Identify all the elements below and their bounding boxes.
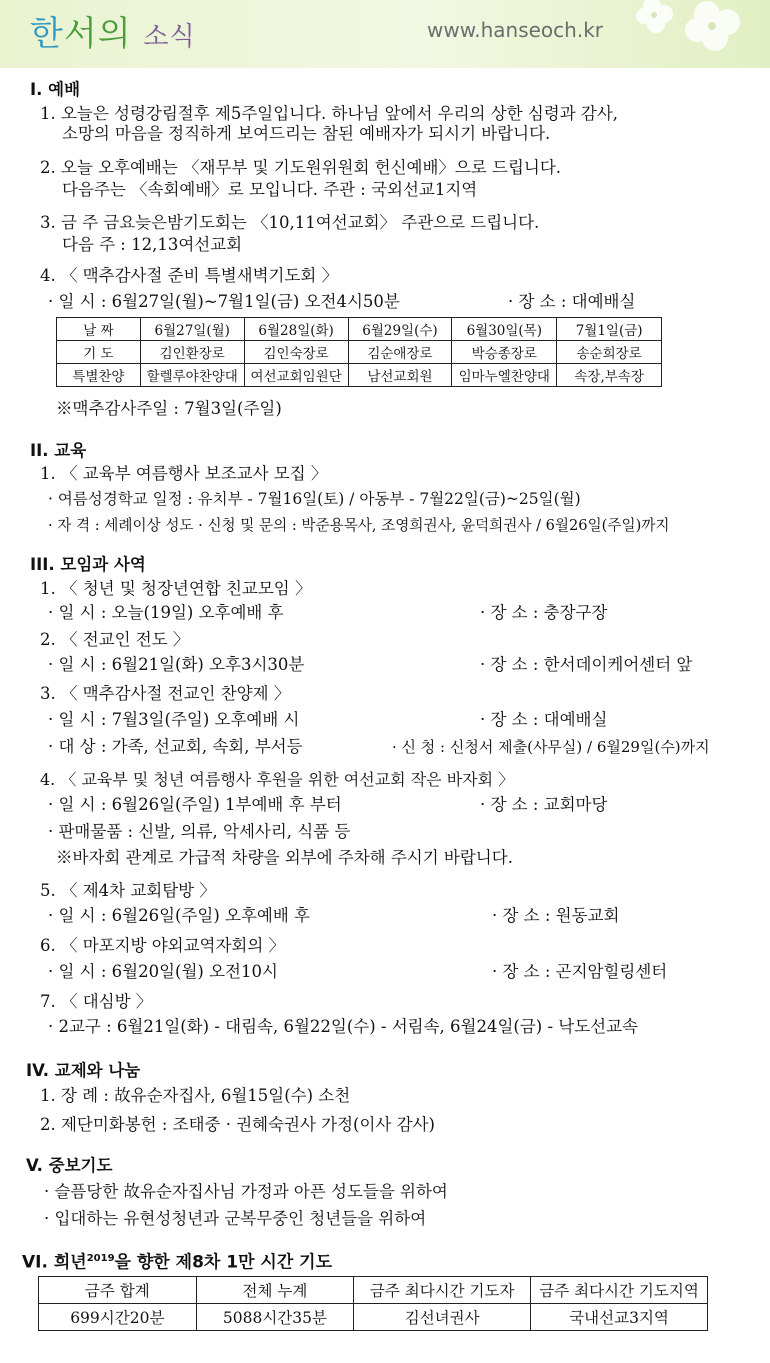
intercession-item-1: · 슬픔당한 故유순자집사님 가정과 아픈 성도들을 위하여 <box>44 1182 448 1201</box>
fellowship-item-1: 1. 장 례 : 故유순자집사, 6월15일(수) 소천 <box>40 1086 351 1105</box>
table-cell: 기 도 <box>57 341 141 364</box>
worship-item-4: 4. 〈 맥추감사절 준비 특별새벽기도회 〉 <box>40 266 339 285</box>
meeting-4-time: · 일 시 : 6월26일(주일) 1부예배 후 부터 <box>48 795 342 814</box>
meeting-2-place: · 장 소 : 한서데이케어센터 앞 <box>480 655 693 674</box>
table-cell: 금주 합계 <box>39 1277 197 1304</box>
meeting-item-7: 7. 〈 대심방 〉 <box>40 992 153 1011</box>
newsletter-title <box>30 6 196 55</box>
worship-item-3a: 3. 금 주 금요늦은밤기도회는 〈10,11여선교회〉 주관으로 드립니다. <box>40 213 540 232</box>
meeting-item-1: 1. 〈 청년 및 청장년연합 친교모임 〉 <box>40 579 312 598</box>
meeting-item-5: 5. 〈 제4차 교회탐방 〉 <box>40 881 216 900</box>
thanksgiving-note: ※맥추감사주일 : 7월3일(주일) <box>56 399 282 418</box>
table-cell: 박승종장로 <box>452 341 557 364</box>
meeting-5-place: · 장 소 : 원동교회 <box>492 906 620 925</box>
worship-item-2b: 다음주는 〈속회예배〉로 모입니다. 주관 : 국외선교1지역 <box>62 180 478 199</box>
table-cell: 5088시간35분 <box>196 1304 354 1331</box>
prayer-hours-table <box>38 1276 708 1331</box>
meeting-5-time: · 일 시 : 6월26일(주일) 오후예배 후 <box>48 906 310 925</box>
clover-decoration-icon <box>612 0 752 68</box>
table-cell: 6월30일(목) <box>452 318 557 341</box>
table-cell: 날 짜 <box>57 318 141 341</box>
table-row <box>39 1277 708 1304</box>
meeting-4-items: · 판매물품 : 신발, 의류, 악세사리, 식품 등 <box>48 822 351 841</box>
education-schedule: · 여름성경학교 일정 : 유치부 - 7월16일(토) / 아동부 - 7월22일(금)~25일(월) <box>48 490 581 508</box>
meeting-6-place: · 장 소 : 곤지암힐링센터 <box>492 962 668 981</box>
meeting-1-place: · 장 소 : 충장구장 <box>480 603 608 622</box>
education-qualification: · 자 격 : 세례이상 성도 · 신청 및 문의 : 박준용목사, 조영희권사, 윤덕희권사 / 6월26일(주일)까지 <box>48 517 670 534</box>
title-part-sosik: 소식 <box>143 22 196 52</box>
website-url[interactable]: www.hanseoch.kr <box>427 18 603 42</box>
meeting-item-3: 3. 〈 맥추감사절 전교인 찬양제 〉 <box>40 684 291 703</box>
table-cell: 전체 누계 <box>196 1277 354 1304</box>
section-title-fellowship: IV. 교제와 나눔 <box>26 1061 141 1080</box>
table-cell: 6월27일(월) <box>140 318 244 341</box>
dawn-prayer-time: · 일 시 : 6월27일(월)~7월1일(금) 오전4시50분 <box>48 292 400 311</box>
section-title-prayer-hours <box>22 1249 332 1273</box>
prayer-title-part-b: 을 향한 제8차 1만 시간 기도 <box>114 1252 333 1273</box>
table-cell: 699시간20분 <box>39 1304 197 1331</box>
table-cell: 특별찬양 <box>57 364 141 387</box>
table-row <box>39 1304 708 1331</box>
table-cell: 김선녀권사 <box>354 1304 531 1331</box>
table-row <box>57 364 662 387</box>
prayer-title-part-a: VI. 희년 <box>22 1252 87 1273</box>
meeting-3-target: · 대 상 : 가족, 선교회, 속회, 부서등 <box>48 737 303 756</box>
meeting-4-place: · 장 소 : 교회마당 <box>480 795 608 814</box>
table-cell: 국내선교3지역 <box>531 1304 708 1331</box>
section-title-meetings: III. 모임과 사역 <box>30 555 146 574</box>
section-title-education: II. 교육 <box>30 441 87 460</box>
table-cell: 금주 최다시간 기도자 <box>354 1277 531 1304</box>
meeting-3-apply: · 신 청 : 신청서 제출(사무실) / 6월29일(수)까지 <box>392 738 710 756</box>
title-part-han: 한 <box>30 14 64 54</box>
meeting-6-time: · 일 시 : 6월20일(월) 오전10시 <box>48 962 278 981</box>
intercession-item-2: · 입대하는 유현성청년과 군복무중인 청년들을 위하여 <box>44 1209 427 1228</box>
prayer-title-year: 2019 <box>86 1253 115 1264</box>
table-cell: 6월29일(수) <box>348 318 452 341</box>
worship-item-2a: 2. 오늘 오후예배는 〈재무부 및 기도원위원회 헌신예배〉으로 드립니다. <box>40 158 562 177</box>
section-title-worship: I. 예배 <box>30 80 81 99</box>
table-cell: 김인환장로 <box>140 341 244 364</box>
title-part-seo: 서의 <box>63 14 132 54</box>
meeting-1-time: · 일 시 : 오늘(19일) 오후예배 후 <box>48 603 284 622</box>
meeting-4-note: ※바자회 관계로 가급적 차량을 외부에 주차해 주시기 바랍니다. <box>56 848 513 867</box>
worship-item-1a: 1. 오늘은 성령강림절후 제5주일입니다. 하나님 앞에서 우리의 상한 심령과 감사, <box>40 104 619 123</box>
dawn-prayer-table <box>56 317 662 387</box>
table-row <box>57 341 662 364</box>
table-cell: 여선교회임원단 <box>244 364 348 387</box>
meeting-item-4: 4. 〈 교육부 및 청년 여름행사 후원을 위한 여선교회 작은 바자회 〉 <box>40 770 515 789</box>
worship-item-1b: 소망의 마음을 정직하게 보여드리는 참된 예배자가 되시기 바랍니다. <box>62 124 551 143</box>
table-cell: 속장,부속장 <box>557 364 662 387</box>
table-cell: 6월28일(화) <box>244 318 348 341</box>
table-cell: 금주 최다시간 기도지역 <box>531 1277 708 1304</box>
education-item-1: 1. 〈 교육부 여름행사 보조교사 모집 〉 <box>40 464 328 483</box>
meeting-7-visit: · 2교구 : 6월21일(화) - 대림속, 6월22일(수) - 서림속, 6월24일(금) - 낙도선교속 <box>48 1017 638 1036</box>
meeting-3-place: · 장 소 : 대예배실 <box>480 710 608 729</box>
worship-item-3b: 다음 주 : 12,13여선교회 <box>62 235 243 254</box>
table-cell: 할렐루야찬양대 <box>140 364 244 387</box>
fellowship-item-2: 2. 제단미화봉헌 : 조태중 · 권혜숙권사 가정(이사 감사) <box>40 1115 435 1134</box>
section-title-intercession: V. 중보기도 <box>26 1156 113 1175</box>
table-cell: 김순애장로 <box>348 341 452 364</box>
table-cell: 남선교회원 <box>348 364 452 387</box>
table-cell: 송순희장로 <box>557 341 662 364</box>
table-row <box>57 318 662 341</box>
table-cell: 김인숙장로 <box>244 341 348 364</box>
meeting-3-time: · 일 시 : 7월3일(주일) 오후예배 시 <box>48 710 300 729</box>
table-cell: 임마누엘찬양대 <box>452 364 557 387</box>
meeting-2-time: · 일 시 : 6월21일(화) 오후3시30분 <box>48 655 305 674</box>
dawn-prayer-place: · 장 소 : 대예배실 <box>508 292 636 311</box>
meeting-item-2: 2. 〈 전교인 전도 〉 <box>40 630 190 649</box>
table-cell: 7월1일(금) <box>557 318 662 341</box>
meeting-item-6: 6. 〈 마포지방 야외교역자회의 〉 <box>40 936 286 955</box>
header-banner <box>0 0 770 68</box>
